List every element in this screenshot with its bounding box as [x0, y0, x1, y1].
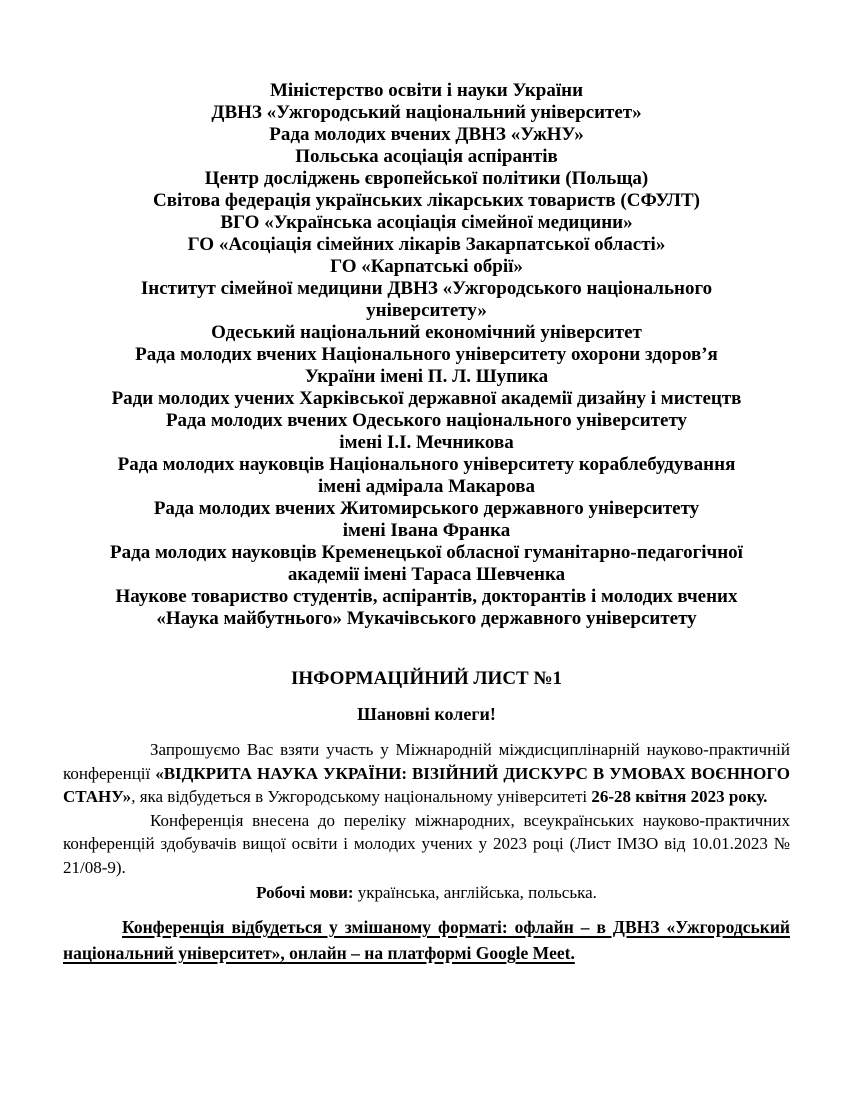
conference-dates-text: 26-28 квітня 2023 року. — [591, 787, 768, 806]
organizations-header — [63, 80, 790, 630]
organization-line: Ради молодих учених Харківської державної академії дизайну і мистецтв — [111, 388, 742, 409]
format-paragraph — [63, 914, 790, 966]
conference-title-text: «ВІДКРИТА НАУКА УКРАЇНИ: ВІЗІЙНИЙ ДИСКУРС В УМОВАХ ВОЄННОГО СТАНУ» — [63, 763, 790, 806]
organization-line: Рада молодих вчених ДВНЗ «УжНУ» — [269, 124, 584, 145]
organization-line: Центр досліджень європейської політики (Польща) — [204, 168, 649, 189]
organization-line: Рада молодих вчених Одеського національного університету — [165, 410, 688, 431]
working-languages-line — [63, 882, 790, 904]
organization-line: Рада молодих науковців Кременецької обласної гуманітарно-педагогічної — [110, 542, 743, 563]
invitation-paragraph — [63, 738, 790, 809]
organization-line: академії імені Тараса Шевченка — [287, 564, 566, 585]
organization-line: університету» — [366, 300, 487, 321]
organization-line: Рада молодих науковців Національного університету кораблебудування — [117, 454, 736, 475]
registry-paragraph: Конференція внесена до переліку міжнародних, всеукраїнських науково-практичних конференцій здобувачів вищої освіти і молодих учених у 2023 році (Лист ІМЗО від 10.01.2023 № 21/08-9). — [63, 810, 790, 877]
organization-line: Рада молодих вчених Житомирського державного університету — [153, 498, 700, 519]
organization-line: Рада молодих вчених Національного університету охорони здоров’я — [135, 344, 718, 365]
working-languages-value: українська, англійська, польська. — [353, 883, 597, 902]
format-note-text: Конференція відбудеться у змішаному форматі: офлайн – в ДВНЗ «Ужгородський національний університет», онлайн – на платформі Google Meet. — [63, 917, 790, 963]
organization-line: Польська асоціація аспірантів — [295, 146, 558, 167]
organization-line: «Наука майбутнього» Мукачівського державного університету — [156, 608, 697, 629]
invitation-middle-text: , яка відбудеться в Ужгородському національному університеті — [131, 787, 592, 806]
organization-line: Інститут сімейної медицини ДВНЗ «Ужгородського національного — [140, 278, 713, 299]
organization-line: ГО «Карпатські обрії» — [330, 256, 523, 277]
organization-line: імені адмірала Макарова — [317, 476, 536, 497]
organization-line: України імені П. Л. Шупика — [304, 366, 549, 387]
organization-line: ГО «Асоціація сімейних лікарів Закарпатської області» — [187, 234, 666, 255]
organization-line: імені Івана Франка — [342, 520, 511, 541]
organization-line: Міністерство освіти і науки України — [269, 80, 584, 101]
organization-line: ДВНЗ «Ужгородський національний університет» — [211, 102, 642, 123]
working-languages-label: Робочі мови: — [256, 883, 354, 902]
page-title: ІНФОРМАЦІЙНИЙ ЛИСТ №1 — [290, 668, 563, 689]
invitation-lead-text: Запрошуємо Вас взяти участь у Міжнародній міждисциплінарній науково-практичній конференції — [63, 740, 790, 783]
organization-line: Одеський національний економічний університет — [211, 322, 642, 343]
greeting-line: Шановні колеги! — [357, 704, 496, 724]
organization-line: імені І.І. Мечникова — [339, 432, 514, 453]
organization-line: Наукове товариство студентів, аспірантів, докторантів і молодих вчених — [115, 586, 738, 607]
organization-line: Світова федерація українських лікарських товариств (СФУЛТ) — [153, 190, 700, 211]
organization-line: ВГО «Українська асоціація сімейної медицини» — [220, 212, 633, 233]
